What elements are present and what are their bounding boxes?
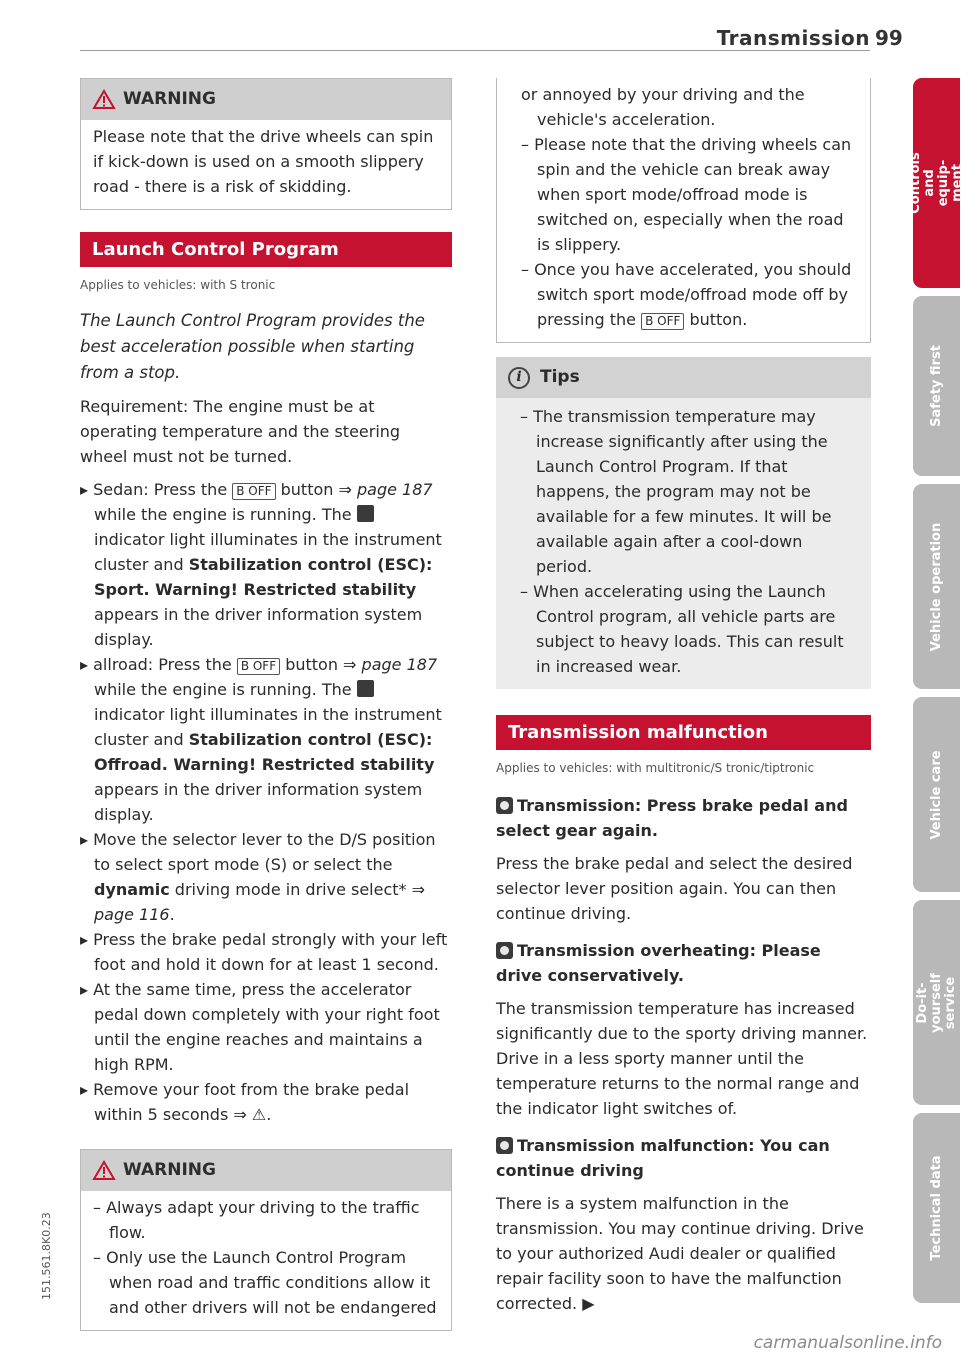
- warning-item: – Always adapt your driving to the traffic flow.: [93, 1198, 420, 1242]
- page-number: 99: [875, 26, 903, 50]
- transmission-warning-icon: [496, 1137, 513, 1154]
- transmission-warning-icon: [496, 797, 513, 814]
- esc-indicator-icon: [357, 680, 374, 697]
- esc-off-button-icon: Β OFF: [232, 483, 275, 500]
- section-title-transmission-malfunction: Transmission malfunction: [496, 715, 871, 750]
- step-list: [80, 477, 452, 1127]
- page-ref[interactable]: page 187: [356, 480, 433, 499]
- tab-do-it-yourself[interactable]: Do-it-yourself service: [913, 900, 960, 1105]
- message-malfunction: Transmission malfunction: You can continue driving: [496, 1136, 830, 1180]
- esc-off-button-icon: Β OFF: [237, 658, 280, 675]
- message-text: There is a system malfunction in the transmission. You may continue driving. Drive to your authorized Audi dealer or qualified repair facility soon to have the malfunction corrected. ▶: [496, 1194, 864, 1313]
- warning-item: – Please note that the driving wheels can spin and the vehicle can break away when sport mode/offroad mode is switched on, especially when the road is slippery.: [521, 135, 852, 254]
- tab-safety-first[interactable]: Safety first: [913, 296, 960, 476]
- tab-controls[interactable]: Controls and equip- ment: [913, 78, 960, 288]
- warning-triangle-icon: [93, 1161, 115, 1180]
- page-ref[interactable]: page 116: [94, 905, 170, 924]
- message-text: The transmission temperature has increased significantly due to the sporty driving manner. Drive in a less sporty manner until the temperature returns to the normal range and the indicator light switches of.: [496, 999, 868, 1118]
- tips-item: – The transmission temperature may increase significantly after using the Launch Control Program. If that happens, the program may not be available for a few minutes. It will be available again after a cool-down period.: [520, 407, 832, 576]
- warning-item: – Once you have accelerated, you should switch sport mode/offroad mode off by pressing the Β OFF button.: [521, 260, 852, 329]
- page-ref[interactable]: page 187: [361, 655, 438, 674]
- tips-header: [496, 357, 871, 398]
- warning-title: WARNING: [123, 89, 216, 109]
- step-brake: ▸ Press the brake pedal strongly with your left foot and hold it down for at least 1 second.: [80, 930, 448, 974]
- left-column: [80, 78, 452, 1331]
- warning-header: [81, 1150, 451, 1191]
- tips-title: Tips: [540, 367, 580, 387]
- document-code: 151.561.8K0.23: [40, 1212, 53, 1300]
- applies-to: Applies to vehicles: with multitronic/S tronic/tiptronic: [496, 761, 815, 775]
- tab-vehicle-care[interactable]: Vehicle care: [913, 697, 960, 892]
- warning-continued-box: [496, 78, 871, 343]
- tab-technical-data[interactable]: Technical data: [913, 1113, 960, 1303]
- esc-indicator-icon: [357, 505, 374, 522]
- warning-header: [81, 79, 451, 120]
- info-icon: i: [508, 367, 530, 389]
- applies-to: Applies to vehicles: with S tronic: [80, 278, 276, 292]
- message-press-brake: Transmission: Press brake pedal and select gear again.: [496, 796, 848, 840]
- step-allroad: ▸ allroad: Press the Β OFF button ⇒ page 187 while the engine is running. The indicator light illuminates in the instrument cluster and Stabilization control (ESC): Offroad. Warning! Restricted stability appears in the driver information system display.: [80, 655, 442, 824]
- tips-item: – When accelerating using the Launch Control program, all vehicle parts are subject to heavy loads. This can result in increased wear.: [520, 582, 844, 676]
- transmission-warning-icon: [496, 942, 513, 959]
- warning-triangle-icon: [93, 90, 115, 109]
- step-remove-foot: ▸ Remove your foot from the brake pedal within 5 seconds ⇒ ⚠.: [80, 1080, 410, 1124]
- header-rule: [80, 50, 870, 51]
- step-sedan: ▸ Sedan: Press the Β OFF button ⇒ page 187 while the engine is running. The indicator light illuminates in the instrument cluster and Stabilization control (ESC): Sport. Warning! Restricted stability appears in the driver information system display.: [80, 480, 442, 649]
- page-header-title: Transmission: [716, 26, 870, 50]
- right-column: [496, 78, 871, 1316]
- step-selector: ▸ Move the selector lever to the D/S position to select sport mode (S) or select the dynamic driving mode in drive select* ⇒ page 116.: [80, 830, 436, 924]
- warning-text: Please note that the drive wheels can spin if kick-down is used on a smooth slippery road - there is a risk of skidding.: [93, 127, 434, 196]
- warning-box-2: [80, 1149, 452, 1331]
- section-title-launch-control: Launch Control Program: [80, 232, 452, 267]
- warning-title: WARNING: [123, 1160, 216, 1180]
- warning-continued-text: or annoyed by your driving and the vehicle's acceleration.: [521, 85, 805, 129]
- requirement-text: Requirement: The engine must be at operating temperature and the steering wheel must not be turned.: [80, 397, 401, 466]
- message-text: Press the brake pedal and select the desired selector lever position again. You can then continue driving.: [496, 854, 853, 923]
- step-accelerator: ▸ At the same time, press the accelerator pedal down completely with your right foot until the engine reaches and maintains a high RPM.: [80, 980, 440, 1074]
- tab-vehicle-operation[interactable]: Vehicle operation: [913, 484, 960, 689]
- message-overheating: Transmission overheating: Please drive conservatively.: [496, 941, 821, 985]
- tips-box: [496, 357, 871, 689]
- intro-text: The Launch Control Program provides the best acceleration possible when starting from a stop.: [80, 311, 425, 382]
- warning-item: – Only use the Launch Control Program when road and traffic conditions allow it and other drivers will not be endangered: [93, 1248, 437, 1317]
- warning-box: [80, 78, 452, 210]
- watermark: carmanualsonline.info: [753, 1333, 942, 1353]
- esc-off-button-icon: Β OFF: [641, 313, 684, 330]
